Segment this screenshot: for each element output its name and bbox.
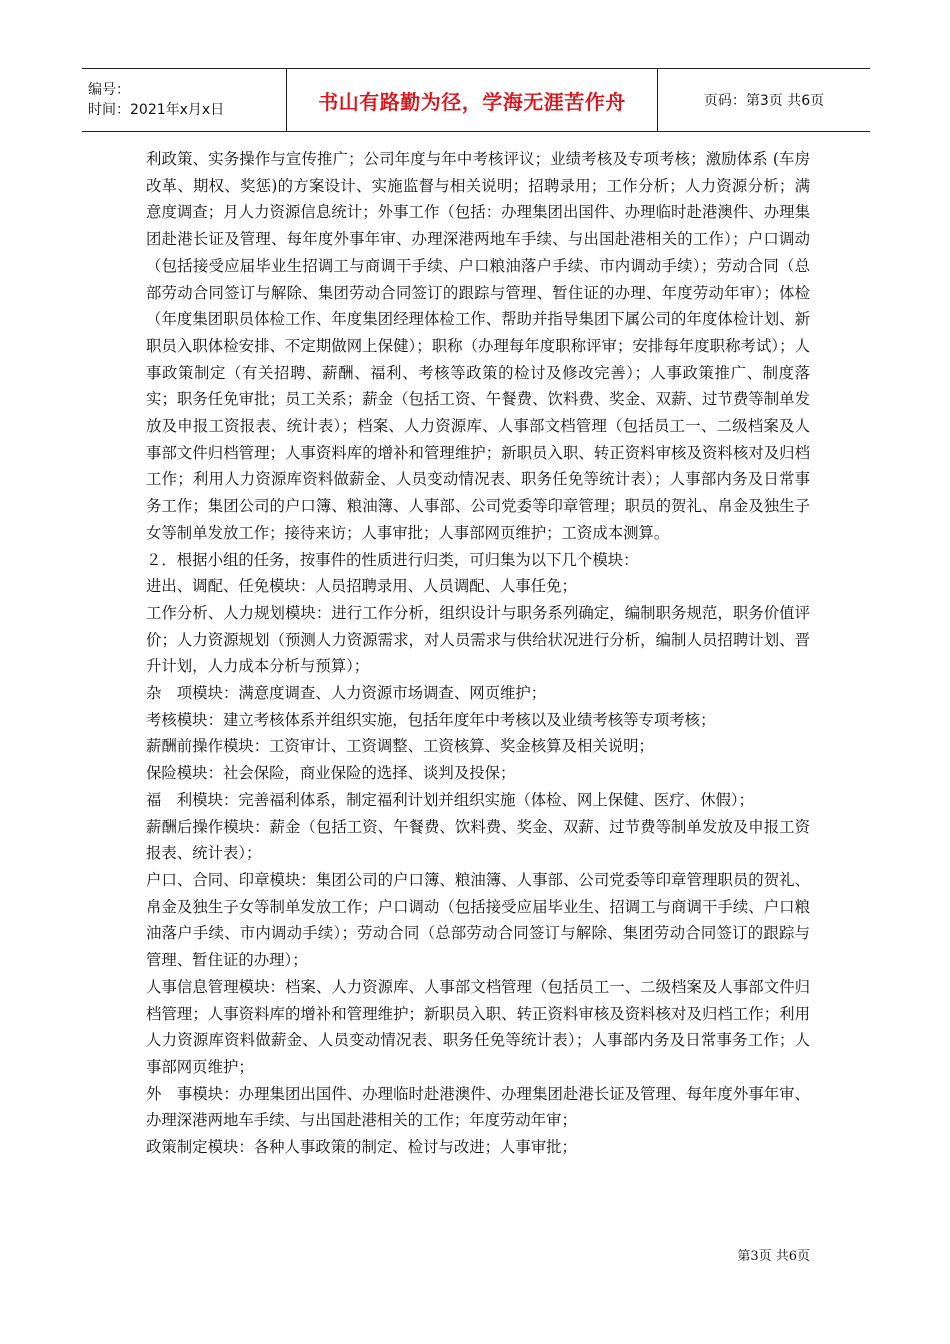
page-footer: 第3页 共6页: [737, 1249, 810, 1264]
page-header: [82, 68, 870, 132]
paragraph-intro-modules: ２．根据小组的任务，按事件的性质进行归类，可归集为以下几个模块：: [146, 550, 639, 569]
paragraph-module-misc: 杂 项模块：满意度调查、人力资源市场调查、网页维护；: [146, 684, 547, 703]
paragraph-module-policy: 政策制定模块：各种人事政策的制定、检讨与改进；人事审批；: [146, 1138, 577, 1157]
paragraph-module-insurance: 保险模块：社会保险，商业保险的选择、谈判及投保；: [146, 764, 516, 783]
paragraph-module-hr-info: 人事信息管理模块：档案、人力资源库、人事部文档管理（包括员工一、二级档案及人事部文件归档管理；人事资料库的增补和管理维护；新职员入职、转正资料审核及资料核对及归档工作；利用人力资源库资料做薪金、人员变动情况表、职务任免等统计表）；人事部内务及日常事务工作；人事部网页维护；: [146, 977, 810, 1076]
paragraph-module-job-analysis: 工作分析、人力规划模块：进行工作分析，组织设计与职务系列确定，编制职务规范，职务价值评价；人力资源规划（预测人力资源需求，对人员需求与供给状况进行分析，编制人员招聘计划、晋升计划，人力成本分析与预算）；: [146, 603, 810, 676]
header-page-number: 页码：第3页 共6页: [703, 93, 825, 109]
paragraph-module-post-payroll: 薪酬后操作模块：薪金（包括工资、午餐费、饮料费、奖金、双薪、过节费等制单发放及申报工资报表、统计表）；: [146, 817, 810, 863]
header-motto: 书山有路勤为径，学海无涯苦作舟: [318, 89, 626, 114]
header-motto-cell: [287, 69, 658, 131]
paragraph-module-foreign-affairs: 外 事模块：办理集团出国件、办理临时赴港澳件、办理集团赴港长证及管理、每年度外事年审、办理深港两地车手续、与出国赴港相关的工作；年度劳动年审；: [146, 1084, 810, 1130]
document-body: [146, 146, 810, 1161]
document-time-label: 时间：2021年x月x日: [88, 102, 225, 118]
paragraph-responsibilities: 利政策、实务操作与宣传推广；公司年度与年中考核评议；业绩考核及专项考核；激励体系 (车房改革、期权、奖惩)的方案设计、实施监督与相关说明；招聘录用；工作分析；人力资源分析；满意度调查；月人力资源信息统计；外事工作（包括：办理集团出国件、办理临时赴港澳件、办理集团赴港长证及管理、每年度外事年审、办理深港两地车手续、与出国赴港相关的工作）；户口调动（包括接受应届毕业生招调工与商调干手续、户口粮油落户手续、市内调动手续）；劳动合同（总部劳动合同签订与解除、集团劳动合同签订的跟踪与管理、暂住证的办理、年度劳动年审）；体检（年度集团职员体检工作、年度集团经理体检工作、帮助并指导集团下属公司的年度体检计划、新职员入职体检安排、不定期做网上保健）；职称（办理每年度职称评审；安排每年度职称考试）；人事政策制定（有关招聘、薪酬、福利、考核等政策的检讨及修改完善）；人事政策推广、制度落实；职务任免审批；员工关系；薪金（包括工资、午餐费、饮料费、奖金、双薪、过节费等制单发放及申报工资报表、统计表）；档案、人力资源库、人事部文档管理（包括员工一、二级档案及人事部文件归档管理；人事资料库的增补和管理维护；新职员入职、转正资料审核及资料核对及归档工作；利用人力资源库资料做薪金、人员变动情况表、职务任免等统计表）；人事部内务及日常事务工作；集团公司的户口簿、粮油簿、人事部、公司党委等印章管理；职员的贺礼、帛金及独生子女等制单发放工作；接待来访；人事审批；人事部网页维护；工资成本测算。: [146, 150, 810, 542]
paragraph-module-pre-payroll: 薪酬前操作模块：工资审计、工资调整、工资核算、奖金核算及相关说明；: [146, 737, 654, 756]
paragraph-module-staffing: 进出、调配、任免模块：人员招聘录用、人员调配、人事任免；: [146, 577, 577, 596]
paragraph-module-welfare: 福 利模块：完善福利体系，制定福利计划并组织实施（体检、网上保健、医疗、休假）；: [146, 790, 754, 809]
header-meta: [82, 69, 287, 131]
paragraph-module-registry-contracts: 户口、合同、印章模块：集团公司的户口簿、粮油簿、人事部、公司党委等印章管理职员的贺礼、帛金及独生子女等制单发放工作；户口调动（包括接受应届毕业生、招调工与商调干手续、户口粮油落户手续、市内调动手续）；劳动合同（总部劳动合同签订与解除、集团劳动合同签订的跟踪与管理、暂住证的办理）；: [146, 870, 810, 970]
paragraph-module-appraisal: 考核模块：建立考核体系并组织实施，包括年度年中考核以及业绩考核等专项考核；: [146, 710, 716, 729]
header-page-cell: [658, 69, 870, 131]
document-number-label: 编号：: [88, 82, 130, 98]
